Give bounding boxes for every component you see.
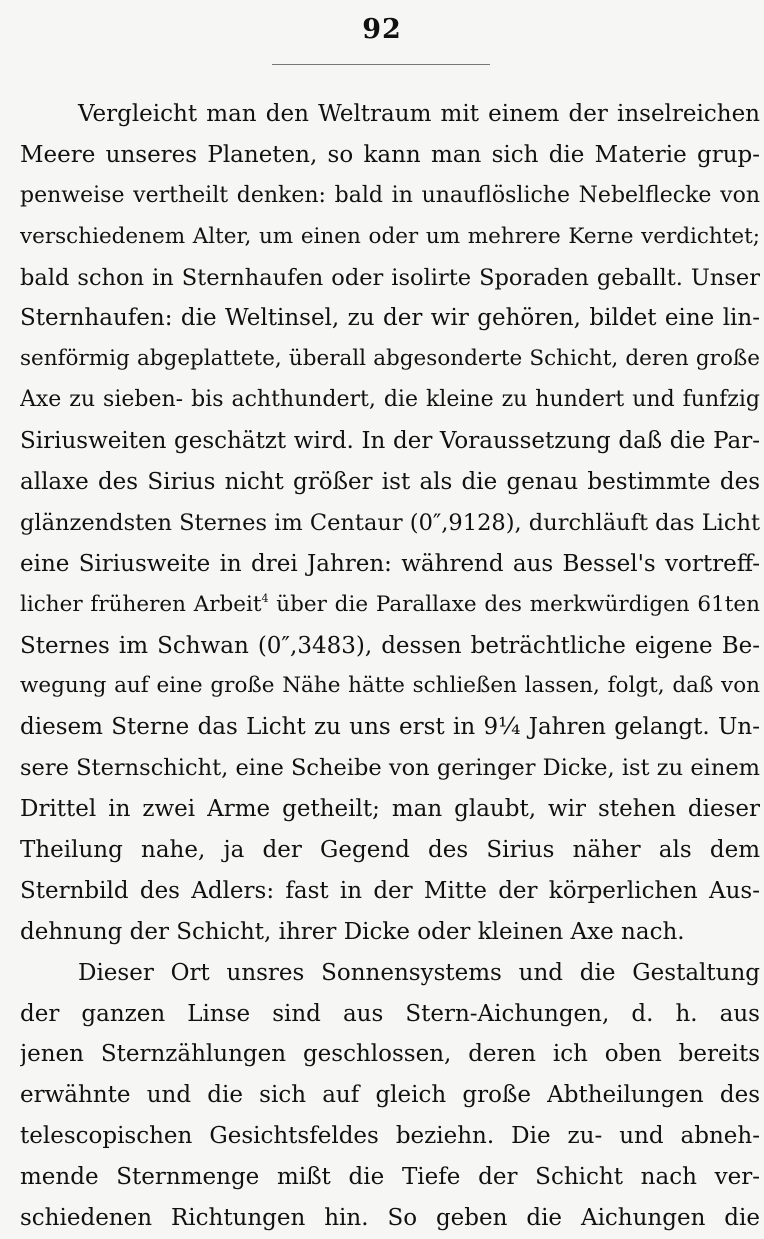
text-line: [20, 585, 760, 626]
body-text: [20, 94, 760, 1239]
text-line: dehnung der Schicht, ihrer Dicke oder kleinen Axe nach.: [20, 918, 685, 945]
text-segment: licher früheren Arbeit: [20, 591, 262, 617]
text-line: der ganzen Linse sind aus Stern-Aichungen, d. h. aus: [20, 1000, 760, 1027]
text-line: Dieser Ort unsres Sonnensystems und die Gestaltung: [78, 959, 760, 986]
footnote-marker: 4: [261, 591, 269, 605]
text-line: Theilung nahe, ja der Gegend des Sirius näher als dem: [20, 837, 760, 864]
text-line: eine Siriusweite in drei Jahren: während aus Bessel's vortreff-: [20, 550, 760, 577]
text-line: telescopischen Gesichtsfeldes beziehn. Die zu- und abneh-: [20, 1123, 760, 1150]
text-line: mende Sternmenge mißt die Tiefe der Schicht nach ver-: [20, 1164, 760, 1191]
text-segment: über die Parallaxe des merkwürdigen 61ten: [268, 591, 760, 617]
text-line: sere Sternschicht, eine Scheibe von geringer Dicke, ist zu einem: [20, 755, 760, 782]
text-line: diesem Sterne das Licht zu uns erst in 9¼ Jahren gelangt. Un-: [20, 714, 760, 741]
page-number: 92: [362, 14, 402, 45]
text-line: erwähnte und die sich auf gleich große Abtheilungen des: [20, 1082, 760, 1109]
text-line: Axe zu sieben- bis achthundert, die kleine zu hundert und funfzig: [20, 387, 760, 413]
text-line: Vergleicht man den Weltraum mit einem der inselreichen: [78, 101, 760, 127]
text-line: Sternhaufen: die Weltinsel, zu der wir gehören, bildet eine lin-: [20, 305, 760, 332]
text-line: verschiedenem Alter, um einen oder um mehrere Kerne verdichtet;: [20, 223, 760, 249]
text-line: wegung auf eine große Nähe hätte schließen lassen, folgt, daß von: [20, 673, 760, 699]
text-line: senförmig abgeplattete, überall abgesonderte Schicht, deren große: [20, 346, 760, 372]
text-line: Sternes im Schwan (0″,3483), dessen beträchtliche eigene Be-: [20, 632, 760, 659]
text-line: Meere unseres Planeten, so kann man sich die Materie grup-: [20, 141, 760, 168]
text-line: schiedenen Richtungen hin. So geben die Aichungen die: [20, 1205, 760, 1232]
text-line: allaxe des Sirius nicht größer ist als die genau bestimmte des: [20, 469, 760, 496]
header-rule: [272, 64, 490, 65]
text-line: bald schon in Sternhaufen oder isolirte Sporaden geballt. Unser: [20, 264, 760, 291]
text-line: penweise vertheilt denken: bald in unauflösliche Nebelflecke von: [20, 182, 760, 208]
text-line: jenen Sternzählungen geschlossen, deren ich oben bereits: [20, 1041, 760, 1068]
text-line: Drittel in zwei Arme getheilt; man glaubt, wir stehen dieser: [20, 796, 760, 823]
text-line: Siriusweiten geschätzt wird. In der Voraussetzung daß die Par-: [20, 428, 760, 455]
text-line: glänzendsten Sternes im Centaur (0″,9128), durchläuft das Licht: [20, 509, 760, 536]
text-line: Sternbild des Adlers: fast in der Mitte der körperlichen Aus-: [20, 877, 760, 904]
